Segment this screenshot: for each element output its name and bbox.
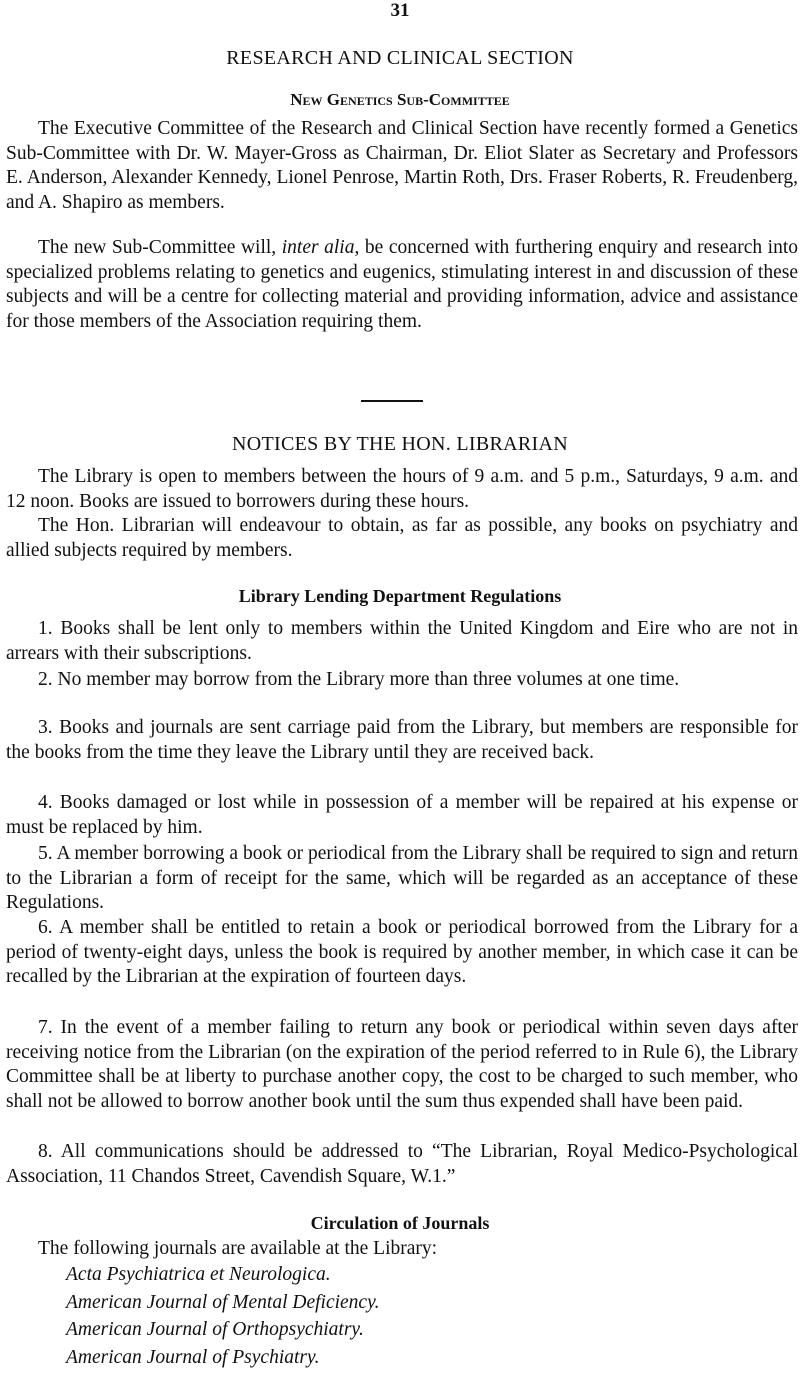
research-paragraph-1: The Executive Committee of the Research and Clinical Section have recently formed a Genetics Sub-Committee with Dr. W. Mayer-Gross as Chairman, Dr. Eliot Slater as Secretary and Professors E. Anderson, Alexander Kennedy, Lionel Penrose, Martin Roth, Drs. Fraser Roberts, R. Freudenberg, and A. Shapiro as members. — [6, 118, 798, 213]
journal-list — [66, 1261, 380, 1371]
journal-item: Acta Psychiatrica et Neurologica. — [66, 1264, 331, 1285]
circulation-intro: The following journals are available at the Library: — [38, 1238, 438, 1259]
research-section-title: RESEARCH AND CLINICAL SECTION — [226, 47, 574, 69]
regulation-2: 2. No member may borrow from the Library more than three volumes at one time. — [38, 669, 680, 690]
section-divider — [361, 400, 423, 402]
regulations-heading: Library Lending Department Regulations — [238, 586, 562, 606]
journal-item: American Journal of Psychiatry. — [66, 1346, 320, 1368]
para2-italic-phrase: inter alia — [281, 237, 355, 258]
research-paragraph-2 — [6, 236, 798, 334]
para2-rest: , be concerned with furthering enquiry and research into specialized problems relating to genetics and eugenics, stimulating interest in and discussion of these subjects and will be a centre for collecting material and providing information, advice and assistance for those members of the Association requiring them. — [6, 237, 798, 332]
regulation-6: 6. A member shall be entitled to retain a book or periodical borrowed from the Library for a period of twenty-eight days, unless the book is required by another member, in which case it can be recalled by the Librarian at the expiration of fourteen days. — [6, 917, 798, 987]
regulation-7: 7. In the event of a member failing to return any book or periodical within seven days after receiving notice from the Librarian (on the expiration of the period referred to in Rule 6), the Library Committee shall be at liberty to purchase another copy, the cost to be charged to such member, who shall not be allowed to borrow another book until the sum thus expended shall have been paid. — [6, 1017, 798, 1112]
para2-lead: The new Sub-Committee will, — [38, 237, 282, 258]
librarian-section-title: NOTICES BY THE HON. LIBRARIAN — [232, 433, 568, 455]
journal-item: American Journal of Orthopsychiatry. — [66, 1319, 364, 1340]
circulation-heading: Circulation of Journals — [310, 1213, 490, 1233]
page-number: 31 — [390, 0, 410, 21]
regulation-1: 1. Books shall be lent only to members within the United Kingdom and Eire who are not in arrears with their subscriptions. — [6, 618, 798, 664]
journal-item: American Journal of Mental Deficiency. — [66, 1291, 380, 1313]
regulation-5: 5. A member borrowing a book or periodical from the Library shall be required to sign and return to the Librarian a form of receipt for the same, which will be regarded as an acceptance of these Regulations. — [6, 843, 798, 913]
genetics-subcommittee-heading: New Genetics Sub-Committee — [290, 90, 510, 109]
regulation-3: 3. Books and journals are sent carriage paid from the Library, but members are responsible for the books from the time they leave the Library until they are received back. — [6, 717, 798, 763]
library-hours-paragraph: The Library is open to members between the hours of 9 a.m. and 5 p.m., Saturdays, 9 a.m. and 12 noon. Books are issued to borrowers during these hours. — [6, 466, 798, 512]
regulation-4: 4. Books damaged or lost while in possession of a member will be repaired at his expense or must be replaced by him. — [6, 792, 798, 838]
librarian-books-paragraph: The Hon. Librarian will endeavour to obtain, as far as possible, any books on psychiatry and allied subjects required by members. — [6, 515, 798, 561]
regulation-8: 8. All communications should be addressed to “The Librarian, Royal Medico-Psychological Association, 11 Chandos Street, Cavendish Square, W.1.” — [6, 1141, 798, 1187]
